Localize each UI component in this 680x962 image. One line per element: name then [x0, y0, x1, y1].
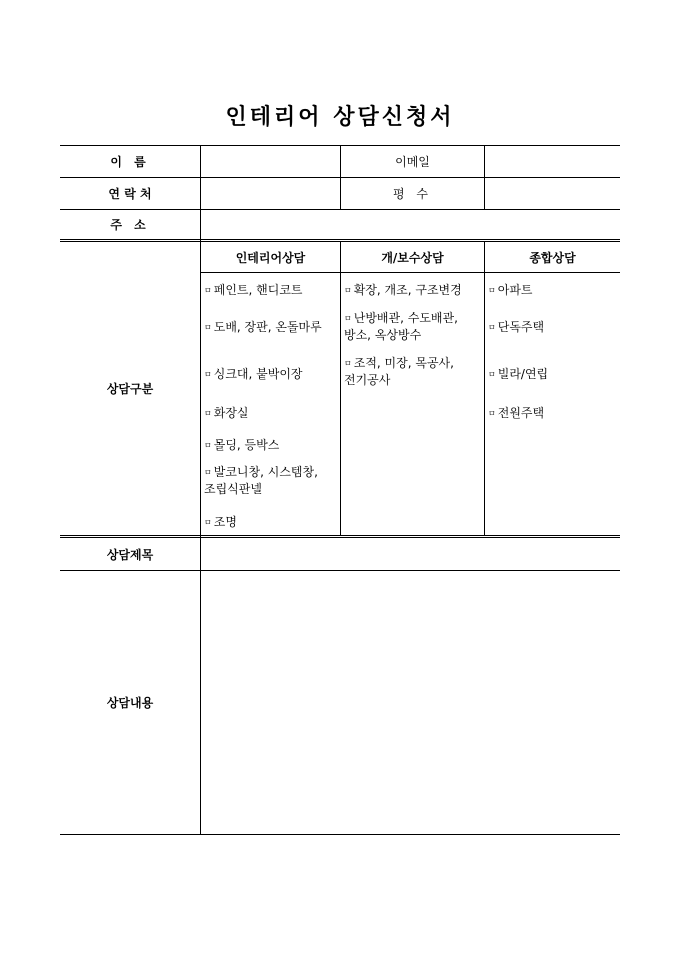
checkbox-icon[interactable]: ㅁ	[204, 286, 212, 295]
area-label: 평 수	[393, 187, 432, 201]
option-plumbing[interactable]: ㅁ 난방배관, 수도배관, 방소, 옥상방수	[344, 311, 458, 342]
email-field[interactable]	[485, 146, 620, 177]
checkbox-icon[interactable]: ㅁ	[488, 286, 496, 295]
name-label: 이 름	[110, 155, 150, 169]
email-label: 이메일	[395, 155, 430, 169]
checkbox-icon[interactable]: ㅁ	[204, 441, 212, 450]
contact-field[interactable]	[201, 178, 340, 209]
name-field[interactable]	[201, 146, 340, 177]
column-divider	[340, 242, 341, 535]
checkbox-icon[interactable]: ㅁ	[204, 323, 212, 332]
category-label: 상담구분	[106, 382, 154, 396]
address-field[interactable]	[201, 210, 620, 239]
general-options	[488, 273, 620, 535]
column-divider	[484, 242, 485, 535]
checkbox-icon[interactable]: ㅁ	[488, 323, 496, 332]
option-sink[interactable]: ㅁ 싱크대, 붙박이장	[204, 367, 303, 381]
interior-header: 인테리어상담	[235, 250, 306, 265]
checkbox-icon[interactable]: ㅁ	[344, 314, 352, 323]
checkbox-icon[interactable]: ㅁ	[204, 468, 212, 477]
option-paint[interactable]: ㅁ 페인트, 핸디코트	[204, 283, 303, 297]
area-field[interactable]	[485, 178, 620, 209]
checkbox-icon[interactable]: ㅁ	[204, 518, 212, 527]
renovation-header: 개/보수상담	[381, 250, 444, 265]
subject-field[interactable]	[201, 538, 620, 570]
option-apartment[interactable]: ㅁ 아파트	[488, 283, 533, 297]
renovation-options	[344, 273, 484, 535]
interior-options	[204, 273, 340, 535]
checkbox-icon[interactable]: ㅁ	[204, 409, 212, 418]
option-country-house[interactable]: ㅁ 전원주택	[488, 406, 545, 420]
content-field[interactable]	[201, 571, 620, 834]
content-label: 상담내용	[106, 696, 154, 710]
subject-label: 상담제목	[106, 547, 154, 562]
checkbox-icon[interactable]: ㅁ	[488, 409, 496, 418]
option-molding[interactable]: ㅁ 몰딩, 등박스	[204, 438, 280, 452]
option-house[interactable]: ㅁ 단독주택	[488, 320, 545, 334]
form-title: 인테리어 상담신청서	[225, 104, 455, 130]
option-masonry[interactable]: ㅁ 조적, 미장, 목공사, 전기공사	[344, 356, 454, 387]
checkbox-icon[interactable]: ㅁ	[344, 359, 352, 368]
option-extension[interactable]: ㅁ 확장, 개조, 구조변경	[344, 283, 462, 297]
option-wallpaper[interactable]: ㅁ 도배, 장판, 온돌마루	[204, 320, 322, 334]
checkbox-icon[interactable]: ㅁ	[344, 286, 352, 295]
option-balcony[interactable]: ㅁ 발코니창, 시스템창, 조립식판넬	[204, 465, 318, 496]
option-lighting[interactable]: ㅁ 조명	[204, 515, 237, 529]
general-header: 종합상담	[529, 250, 576, 265]
option-bathroom[interactable]: ㅁ 화장실	[204, 406, 249, 420]
option-villa[interactable]: ㅁ 빌라/연립	[488, 367, 549, 381]
checkbox-icon[interactable]: ㅁ	[204, 370, 212, 379]
contact-label: 연 락 처	[108, 187, 152, 201]
checkbox-icon[interactable]: ㅁ	[488, 370, 496, 379]
address-label: 주 소	[110, 218, 150, 232]
consultation-form-table	[60, 145, 620, 835]
